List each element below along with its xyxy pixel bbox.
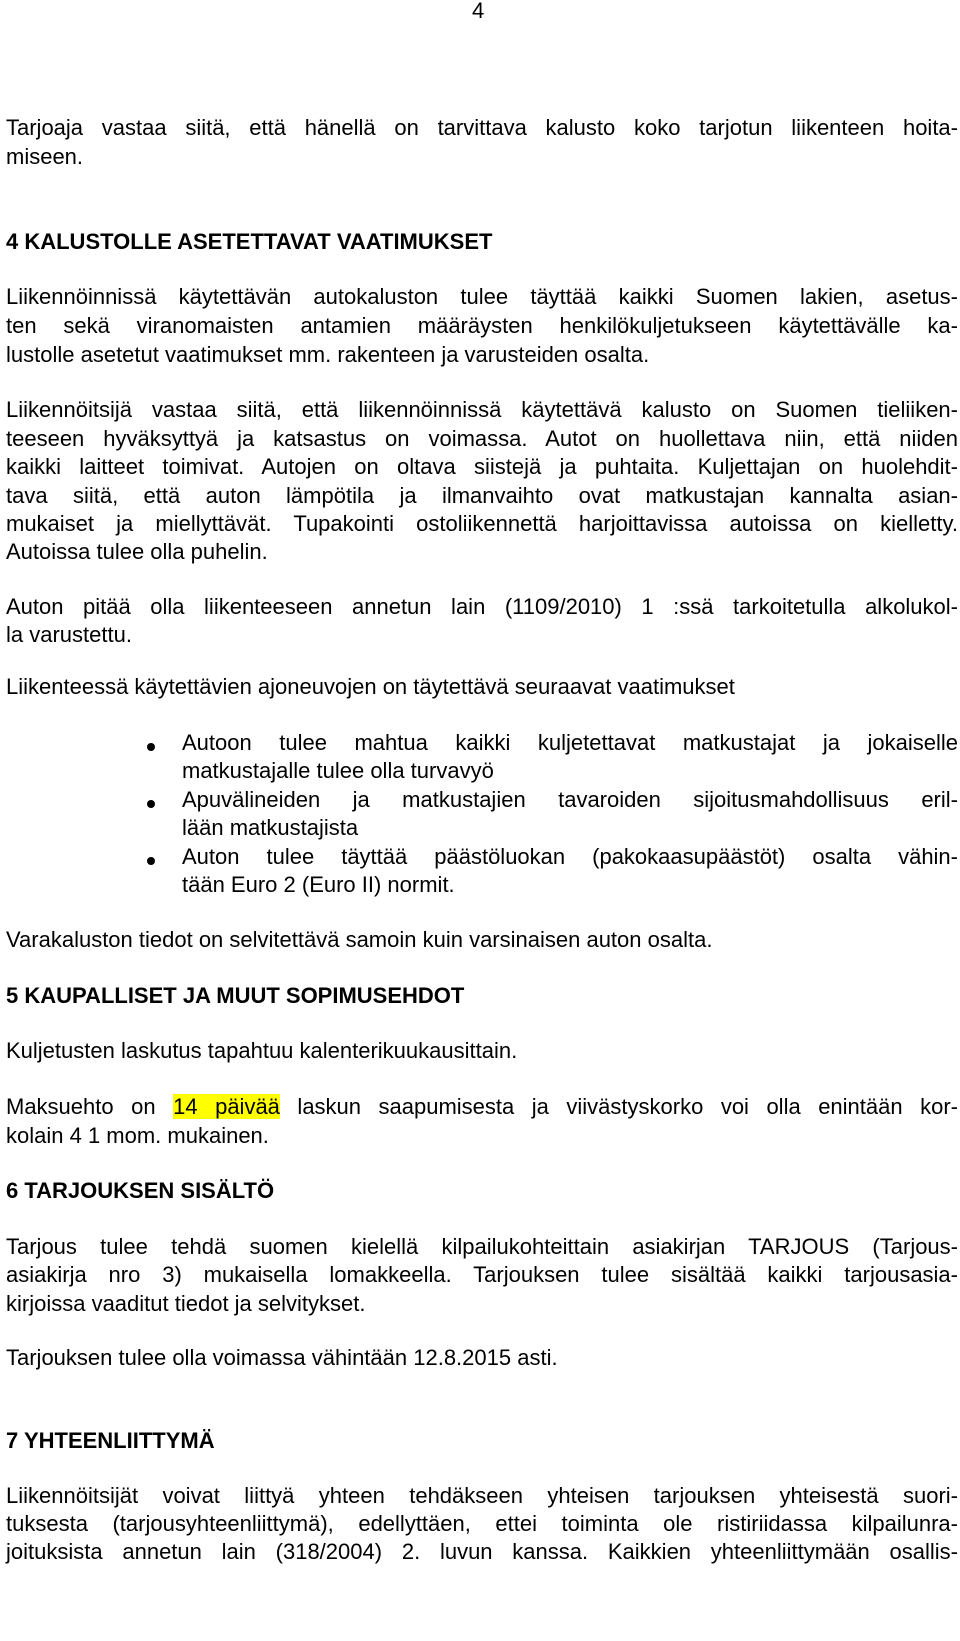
paragraph-line: asiakirja nro 3) mukaisella lomakkeella. Tarjouksen tulee sisältää kaikki tarjousasia- (6, 1262, 958, 1287)
paragraph-line: Liikenteessä käytettävien ajoneuvojen on täytettävä seuraavat vaatimukset (6, 674, 735, 699)
paragraph-line: Tarjoaja vastaa siitä, että hänellä on tarvittava kalusto koko tarjotun liikenteen hoita- (6, 115, 958, 140)
highlighted-text: 14 päivää (173, 1094, 280, 1119)
paragraph-line: joituksista annetun lain (318/2004) 2. luvun kanssa. Kaikkien yhteenliittymään osallis- (6, 1539, 958, 1564)
list-item-line: lään matkustajista (182, 815, 359, 840)
paragraph-line: tuksesta (tarjousyhteenliittymä), edellyttäen, ettei toiminta ole ristiriidassa kilpailunra- (6, 1511, 958, 1536)
section-heading: 6 TARJOUKSEN SISÄLTÖ (6, 1178, 275, 1203)
paragraph-line: teeseen hyväksyttyä ja katsastus on voimassa. Autot on huollettava niin, että niiden (6, 426, 958, 451)
list-item-line: tään Euro 2 (Euro II) normit. (182, 872, 455, 897)
paragraph-line: ten sekä viranomaisten antamien määräysten henkilökuljetukseen käytettävälle ka- (6, 313, 958, 338)
paragraph-line: Auton pitää olla liikenteeseen annetun lain (1109/2010) 1 :ssä tarkoitetulla alkolukol- (6, 594, 958, 619)
paragraph-line: tava siitä, että auton lämpötila ja ilmanvaihto ovat matkustajan kannalta asian- (6, 483, 958, 508)
list-item-line: Auton tulee täyttää päästöluokan (pakokaasupäästöt) osalta vähin- (182, 844, 958, 869)
paragraph-line: kirjoissa vaaditut tiedot ja selvitykset. (6, 1291, 366, 1316)
paragraph-line (6, 1093, 958, 1121)
paragraph-line: Liikennöinnissä käytettävän autokaluston tulee täyttää kaikki Suomen lakien, asetus- (6, 284, 958, 309)
bullet-icon (147, 857, 155, 865)
list-item-line: Apuvälineiden ja matkustajien tavaroiden sijoitusmahdollisuus eril- (182, 787, 958, 812)
paragraph-line: miseen. (6, 144, 84, 169)
paragraph-line: Varakaluston tiedot on selvitettävä samoin kuin varsinaisen auton osalta. (6, 927, 713, 952)
paragraph-line: Kuljetusten laskutus tapahtuu kalenterikuukausittain. (6, 1038, 518, 1063)
list-item-line: matkustajalle tulee olla turvavyö (182, 758, 494, 783)
bullet-icon (147, 800, 155, 808)
page-number: 4 (472, 0, 485, 23)
paragraph-line: Liikennöitsijät voivat liittyä yhteen tehdäkseen yhteisen tarjouksen yhteisestä suori- (6, 1483, 958, 1508)
paragraph-line: mukaiset ja miellyttävät. Tupakointi ostoliikennettä harjoittavissa autoissa on kielletty. (6, 511, 958, 536)
paragraph-line: Tarjous tulee tehdä suomen kielellä kilpailukohteittain asiakirjan TARJOUS (Tarjous- (6, 1234, 958, 1259)
paragraph-line: lustolle asetetut vaatimukset mm. rakenteen ja varusteiden osalta. (6, 342, 650, 367)
section-heading: 5 KAUPALLISET JA MUUT SOPIMUSEHDOT (6, 983, 465, 1008)
section-heading: 4 KALUSTOLLE ASETETTAVAT VAATIMUKSET (6, 229, 493, 254)
paragraph-line: la varustettu. (6, 622, 132, 647)
paragraph-line: Tarjouksen tulee olla voimassa vähintään 12.8.2015 asti. (6, 1345, 558, 1370)
section-heading: 7 YHTEENLIITTYMÄ (6, 1428, 215, 1453)
paragraph-line: kolain 4 1 mom. mukainen. (6, 1123, 269, 1148)
text-fragment: Maksuehto on (6, 1094, 174, 1119)
paragraph-line: Liikennöitsijä vastaa siitä, että liikennöinnissä käytettävä kalusto on Suomen tieliiken- (6, 397, 958, 422)
bullet-icon (147, 743, 155, 751)
text-fragment: laskun saapumisesta ja viivästyskorko voi olla enintään kor- (279, 1094, 959, 1119)
paragraph-line: Autoissa tulee olla puhelin. (6, 539, 268, 564)
paragraph-line: kaikki laitteet toimivat. Autojen on oltava siistejä ja puhtaita. Kuljettajan on huolehdit- (6, 454, 958, 479)
list-item-line: Autoon tulee mahtua kaikki kuljetettavat matkustajat ja jokaiselle (182, 730, 958, 755)
